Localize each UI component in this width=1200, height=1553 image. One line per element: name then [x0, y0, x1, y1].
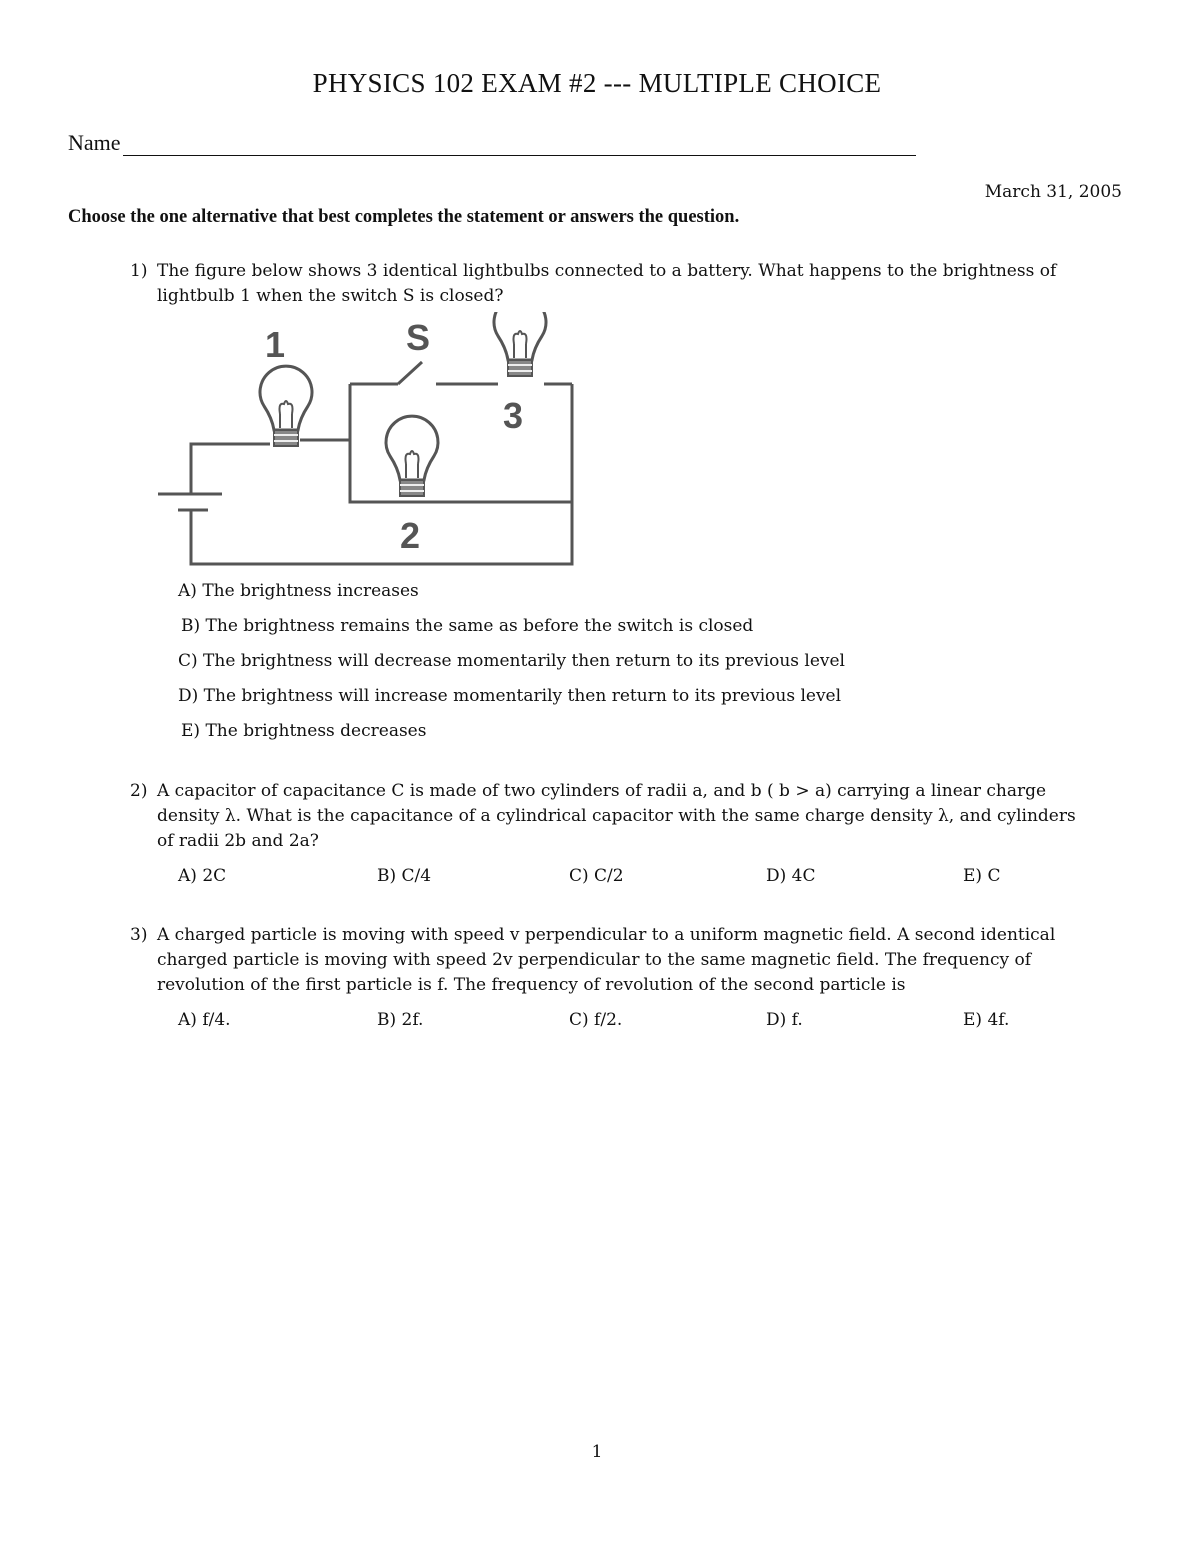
lightbulb-1-icon	[260, 366, 312, 446]
q3-option-e[interactable]: E) 4f.	[963, 1010, 1010, 1030]
bulb-1-label: 1	[265, 324, 286, 365]
question-1	[130, 259, 1090, 309]
q2-option-b[interactable]: B) C/4	[377, 866, 432, 886]
switch-lever	[398, 362, 422, 384]
question-stem: The figure below shows 3 identical lightbulbs connected to a battery. What happens to the brightness of lightbulb 1 when the switch S is closed?	[157, 261, 1057, 306]
q3-option-a[interactable]: A) f/4.	[178, 1010, 231, 1030]
q1-option-b[interactable]: B) The brightness remains the same as before the switch is closed	[181, 616, 754, 636]
q3-option-b[interactable]: B) 2f.	[377, 1010, 424, 1030]
q1-option-e[interactable]: E) The brightness decreases	[181, 721, 427, 741]
q1-option-c[interactable]: C) The brightness will decrease momentarily then return to its previous level	[178, 651, 845, 671]
question-number: 1)	[130, 261, 148, 281]
exam-date: March 31, 2005	[984, 182, 1122, 202]
q2-option-c[interactable]: C) C/2	[569, 866, 624, 886]
name-label: Name	[68, 130, 121, 155]
q1-option-d[interactable]: D) The brightness will increase momentarily then return to its previous level	[178, 686, 842, 706]
question-2	[130, 779, 1090, 854]
lightbulb-2-icon	[386, 416, 438, 496]
q2-option-e[interactable]: E) C	[963, 866, 1001, 886]
question-3	[130, 923, 1090, 998]
name-field[interactable]	[68, 130, 916, 156]
lightbulb-3-icon	[494, 312, 546, 376]
q3-option-d[interactable]: D) f.	[766, 1010, 803, 1030]
bulb-2-label: 2	[400, 515, 421, 556]
instructions: Choose the one alternative that best completes the statement or answers the question.	[68, 207, 740, 227]
q3-option-c[interactable]: C) f/2.	[569, 1010, 623, 1030]
q2-option-d[interactable]: D) 4C	[766, 866, 816, 886]
q1-option-a[interactable]: A) The brightness increases	[178, 581, 419, 601]
name-underline[interactable]	[123, 135, 916, 156]
question-number: 3)	[130, 925, 148, 945]
page-number: 1	[591, 1442, 603, 1462]
question-number: 2)	[130, 781, 148, 801]
switch-label: S	[406, 317, 431, 358]
exam-title: PHYSICS 102 EXAM #2 --- MULTIPLE CHOICE	[312, 68, 882, 98]
circuit-diagram	[150, 312, 590, 574]
q2-option-a[interactable]: A) 2C	[178, 866, 227, 886]
question-stem: A charged particle is moving with speed v perpendicular to a uniform magnetic field. A second identical charged particle is moving with speed 2v perpendicular to the same magnetic field. The frequency of revolution of the first particle is f. The frequency of revolution of the second particle is	[157, 925, 1056, 995]
question-stem: A capacitor of capacitance C is made of two cylinders of radii a, and b ( b > a) carrying a linear charge density λ. What is the capacitance of a cylindrical capacitor with the same charge density λ, and cylinders of radii 2b and 2a?	[157, 781, 1076, 851]
bulb-3-label: 3	[503, 395, 524, 436]
